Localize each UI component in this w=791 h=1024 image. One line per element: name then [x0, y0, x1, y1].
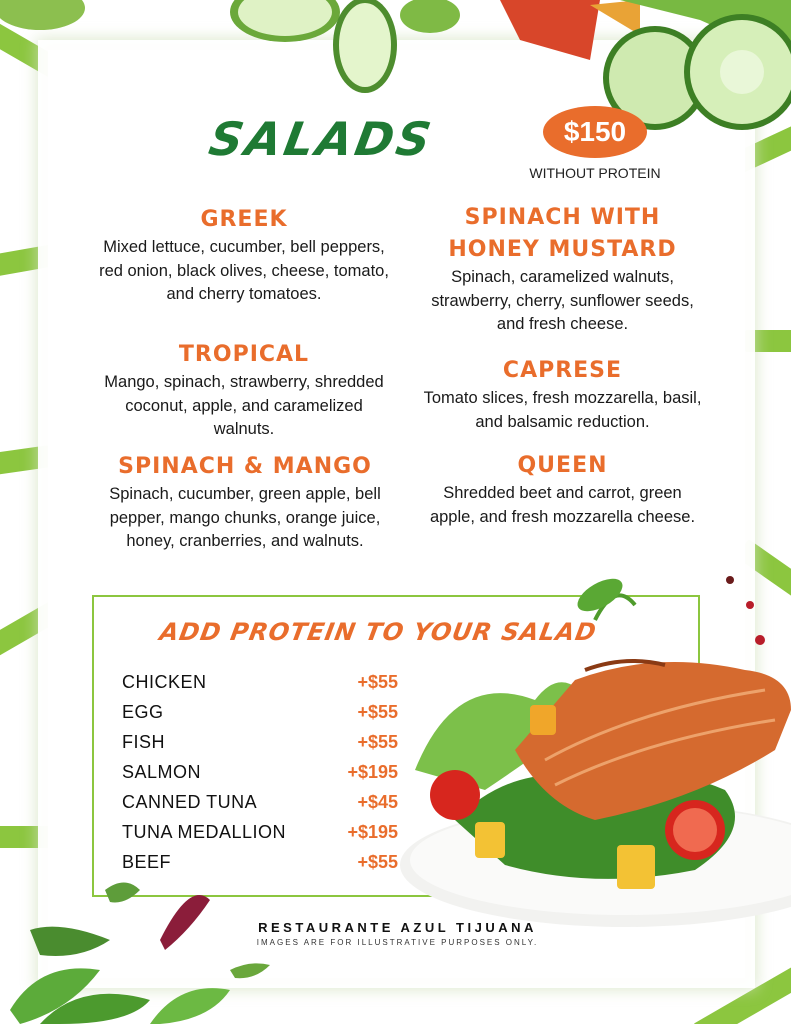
decorative-stripe	[745, 330, 791, 352]
salad-item	[95, 451, 395, 554]
salad-description: Tomato slices, fresh mozzarella, basil, and balsamic reduction.	[423, 389, 702, 431]
protein-price: +$195	[347, 821, 398, 842]
protein-row	[122, 727, 398, 757]
page-title: SALADS	[205, 112, 438, 166]
protein-name: TUNA MEDALLION	[122, 821, 287, 842]
protein-price: +$45	[357, 791, 398, 812]
protein-price: +$55	[357, 701, 398, 722]
salad-item	[420, 202, 705, 337]
salad-name: GREEK	[200, 207, 288, 232]
salad-item	[98, 339, 390, 442]
protein-price: +$55	[357, 851, 398, 872]
protein-name: FISH	[122, 731, 166, 752]
protein-price: +$195	[347, 761, 398, 782]
decorative-stripe	[0, 445, 51, 477]
salad-name: QUEEN	[517, 453, 608, 478]
protein-row	[122, 817, 398, 847]
protein-name: CHICKEN	[122, 671, 207, 692]
protein-row	[122, 667, 398, 697]
protein-row	[122, 697, 398, 727]
protein-name: SALMON	[122, 761, 202, 782]
protein-row	[122, 787, 398, 817]
decorative-stripe	[0, 826, 50, 848]
salad-item	[425, 450, 700, 529]
protein-name: CANNED TUNA	[122, 791, 258, 812]
salad-item	[420, 355, 705, 434]
restaurant-name: RESTAURANTE AZUL TIJUANA	[258, 920, 537, 935]
protein-price: +$55	[357, 731, 398, 752]
salad-name: CAPRESE	[502, 358, 623, 383]
price-badge: $150	[543, 106, 647, 158]
disclaimer-note: IMAGES ARE FOR ILLUSTRATIVE PURPOSES ONLY.	[256, 938, 539, 947]
salad-description: Mango, spinach, strawberry, shredded coconut, apple, and caramelized walnuts.	[104, 373, 384, 438]
salad-name: SPINACH & MANGO	[118, 454, 372, 479]
lettuce-leaves-image	[0, 870, 280, 1024]
salad-description: Shredded beet and carrot, green apple, and fresh mozzarella cheese.	[429, 484, 696, 526]
salad-description: Spinach, cucumber, green apple, bell pepper, mango chunks, orange juice, honey, cranberries, and walnuts.	[109, 485, 381, 550]
protein-list	[122, 667, 398, 877]
salad-description: Mixed lettuce, cucumber, bell peppers, red onion, black olives, cheese, tomato, and cherry tomatoes.	[99, 238, 389, 303]
protein-row	[122, 757, 398, 787]
protein-name: BEEF	[122, 851, 172, 872]
salad-name: TROPICAL	[178, 342, 310, 367]
protein-title: ADD PROTEIN TO YOUR SALAD	[157, 618, 599, 646]
salad-item	[98, 204, 390, 307]
salmon-salad-image	[395, 560, 791, 940]
salad-name: SPINACH WITH HONEY MUSTARD	[448, 205, 677, 262]
salad-description: Spinach, caramelized walnuts, strawberry, cherry, sunflower seeds, and fresh cheese.	[431, 268, 694, 333]
price-note: WITHOUT PROTEIN	[529, 165, 661, 181]
protein-name: EGG	[122, 701, 164, 722]
protein-price: +$55	[357, 671, 398, 692]
